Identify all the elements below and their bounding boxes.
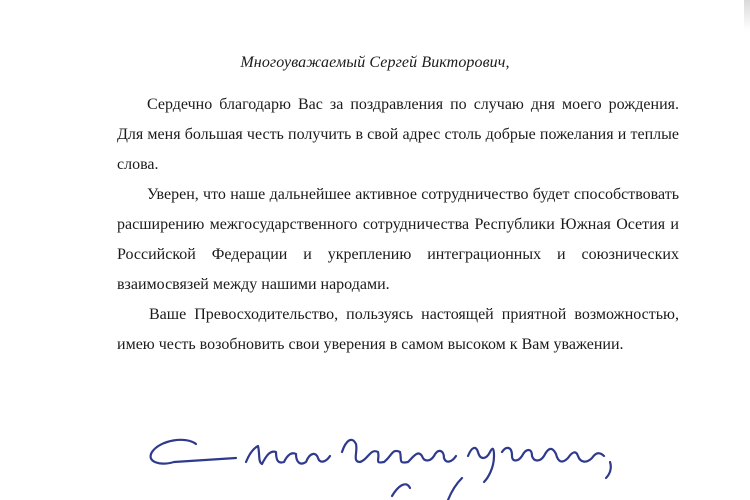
scan-edge — [744, 0, 750, 30]
paragraph-gratitude: Сердечно благодарю Вас за поздравления по случаю дня моего рождения. Для меня большая честь получить в свой адрес столь добрые пожелания и теплые слова. — [117, 96, 679, 173]
salutation: Многоуважаемый Сергей Викторович, — [240, 54, 510, 71]
paragraph-assurances: Ваше Превосходительство, пользуясь настоящей приятной возможностью, имею честь возобновить свои уверения в самом высоком к Вам уважении. — [117, 306, 679, 353]
paragraph-cooperation: Уверен, что наше дальнейшее активное сотрудничество будет способствовать расширению межгосударственного сотрудничества Республики Южная Осетия и Российской Федерации и укреплению интеграционных и союзнических взаимосвязей между нашими народами. — [117, 186, 679, 293]
